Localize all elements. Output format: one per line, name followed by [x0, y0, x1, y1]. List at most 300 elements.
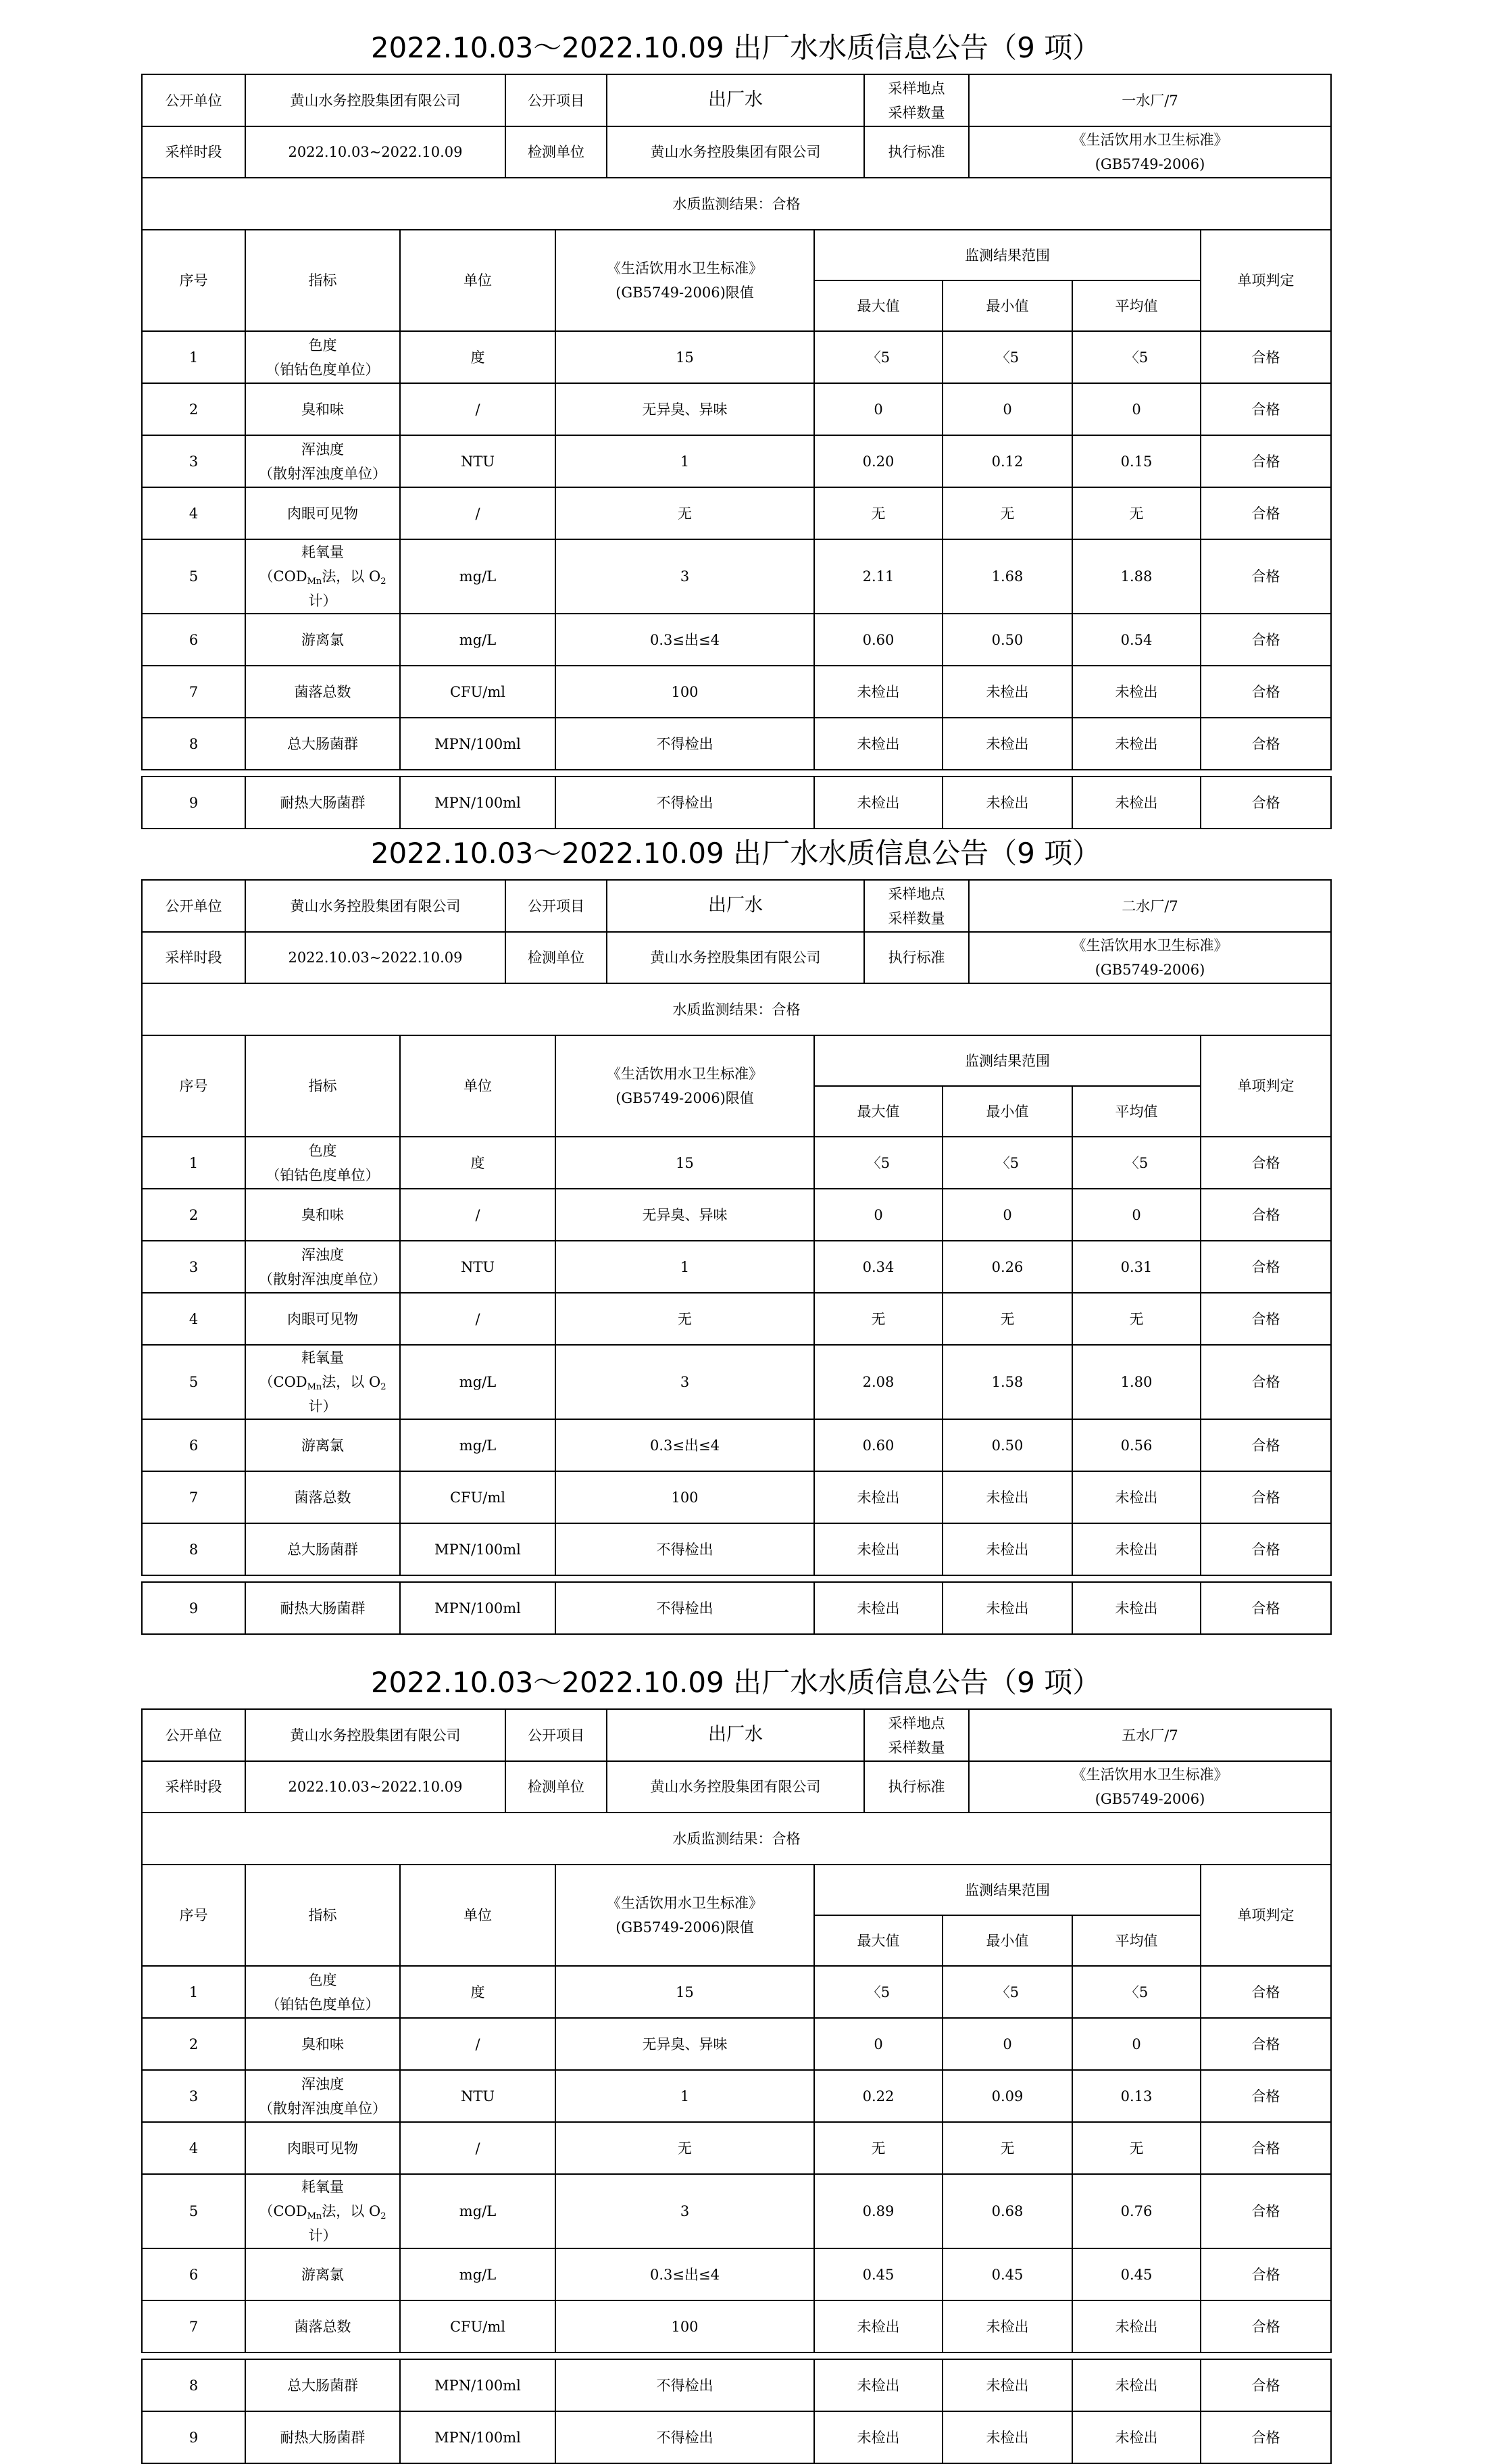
min-value: [943, 777, 1072, 829]
max-value: [814, 614, 943, 666]
publish-unit-label: [142, 1709, 245, 1761]
max-value: [814, 2174, 943, 2248]
value: CFU/ml: [449, 2318, 506, 2335]
value: MPN/100ml: [434, 735, 521, 752]
value: 未检出: [1115, 2377, 1158, 2394]
value: 〈5: [995, 1983, 1020, 2000]
value: 无: [1129, 1310, 1144, 1327]
results-table-continued: [141, 1581, 1332, 1635]
value: 黄山水务控股集团有限公司: [290, 1727, 461, 1744]
value: 9: [189, 794, 199, 811]
header: 平均值: [1115, 1932, 1158, 1949]
cod-text: （COD: [259, 1374, 307, 1390]
limit: [555, 487, 814, 539]
results-table: [141, 1035, 1332, 1576]
min-value: [943, 614, 1072, 666]
row-number: [142, 2300, 245, 2352]
min-value: [943, 383, 1072, 435]
verdict: [1201, 614, 1331, 666]
min-value: [943, 718, 1072, 770]
value: 1: [680, 2088, 690, 2104]
label: 采样地点: [888, 1715, 945, 1731]
max-value: [814, 331, 943, 383]
info-row: [142, 74, 1331, 126]
limit: [555, 614, 814, 666]
min-value: [943, 2411, 1072, 2463]
result-text: 水质监测结果：合格: [672, 195, 801, 212]
value: MPN/100ml: [434, 2429, 521, 2446]
verdict: [1201, 2018, 1331, 2070]
max-value: [814, 1471, 943, 1523]
value: 0: [1132, 401, 1141, 418]
indicator-name: 肉眼可见物: [287, 2140, 358, 2157]
test-unit-label: [505, 1761, 607, 1813]
header: 监测结果范围: [965, 247, 1051, 264]
value: 0.45: [1120, 2266, 1153, 2283]
header: 单项判定: [1237, 1907, 1295, 1923]
notice-table: [141, 74, 1330, 829]
unit: [400, 1471, 555, 1523]
value: MPN/100ml: [434, 1541, 521, 1558]
value: 未检出: [986, 735, 1029, 752]
unit: [400, 331, 555, 383]
avg-value: [1072, 1241, 1201, 1293]
min-value: [943, 435, 1072, 487]
value: 合格: [1251, 505, 1280, 522]
avg-value: [1072, 1137, 1201, 1189]
indicator: [245, 2411, 400, 2463]
label: 执行标准: [888, 1779, 945, 1795]
value: 黄山水务控股集团有限公司: [290, 897, 461, 914]
value: 15: [676, 1983, 694, 2000]
indicator: [245, 1966, 400, 2018]
sampling-site-label: [864, 74, 969, 126]
avg-value: [1072, 2070, 1201, 2122]
standard-label: [864, 1761, 969, 1813]
indicator-name: 肉眼可见物: [287, 1310, 358, 1327]
value: 0: [1132, 1206, 1141, 1223]
unit: [400, 718, 555, 770]
indicator-name: 臭和味: [301, 1206, 344, 1223]
header: (GB5749-2006)限值: [616, 1090, 754, 1106]
standard-value: [969, 932, 1331, 983]
result-text: 水质监测结果：合格: [672, 1001, 801, 1018]
label: 执行标准: [888, 950, 945, 966]
indicator: [245, 1189, 400, 1241]
results-table: [141, 1864, 1332, 2353]
label: 采样时段: [165, 1779, 222, 1795]
avg-value: [1072, 2359, 1201, 2411]
verdict: [1201, 331, 1331, 383]
limit: [555, 331, 814, 383]
publish-unit-value: [245, 880, 505, 932]
value: 1: [680, 1258, 690, 1275]
header: 指标: [308, 272, 337, 289]
indicator-name: 浑浊度: [301, 2075, 344, 2092]
label: 公开项目: [528, 897, 584, 914]
value: 0.3≤出≤4: [650, 2266, 720, 2283]
value: 度: [470, 349, 485, 366]
verdict: [1201, 487, 1331, 539]
header-max: [814, 1086, 943, 1137]
standard-label: [864, 932, 969, 983]
table-row: [142, 1966, 1331, 2018]
value: 合格: [1251, 349, 1280, 366]
value: mg/L: [459, 2266, 497, 2283]
row-number: [142, 2174, 245, 2248]
max-value: [814, 1293, 943, 1345]
row-number: [142, 2411, 245, 2463]
row-number: [142, 777, 245, 829]
header-avg: [1072, 280, 1201, 331]
max-value: [814, 487, 943, 539]
unit: [400, 1345, 555, 1419]
table-row: [142, 1345, 1331, 1419]
value: 2022.10.03~2022.10.09: [288, 1779, 463, 1795]
value: 合格: [1251, 1437, 1280, 1454]
value: 9: [189, 2429, 199, 2446]
header: 序号: [179, 272, 208, 289]
header-min: [943, 1915, 1072, 1966]
test-unit-value: [607, 126, 864, 178]
indicator: [245, 2122, 400, 2174]
value: 《生活饮用水卫生标准》: [1072, 937, 1228, 954]
value: 未检出: [986, 2377, 1029, 2394]
value: 6: [189, 1437, 199, 1454]
value: 5: [189, 2203, 199, 2219]
indicator: [245, 331, 400, 383]
value: 2022.10.03~2022.10.09: [288, 144, 463, 160]
value: 未检出: [1115, 2429, 1158, 2446]
value: 100: [671, 1489, 699, 1506]
cod-text: 计）: [308, 593, 337, 609]
verdict: [1201, 2411, 1331, 2463]
header-unit: [400, 230, 555, 331]
min-value: [943, 666, 1072, 718]
project-value: [607, 1709, 864, 1761]
cod-text: 计）: [308, 2227, 337, 2244]
value: 合格: [1251, 453, 1280, 470]
indicator-name: 耐热大肠菌群: [280, 1600, 366, 1617]
max-value: [814, 2070, 943, 2122]
min-value: [943, 1345, 1072, 1419]
value: 0.09: [991, 2088, 1024, 2104]
label: 采样地点: [888, 885, 945, 902]
value: 无: [1129, 505, 1144, 522]
value: 3: [680, 568, 690, 585]
value: 无: [678, 2140, 692, 2157]
value: 无: [678, 505, 692, 522]
indicator: [245, 718, 400, 770]
value: 2.11: [862, 568, 895, 585]
max-value: [814, 1189, 943, 1241]
project-value: [607, 880, 864, 932]
value: 0: [874, 401, 883, 418]
verdict: [1201, 666, 1331, 718]
max-value: [814, 1966, 943, 2018]
verdict: [1201, 539, 1331, 614]
indicator: [245, 2359, 400, 2411]
table-row: [142, 777, 1331, 829]
value: 未检出: [986, 794, 1029, 811]
unit: [400, 2174, 555, 2248]
value: MPN/100ml: [434, 794, 521, 811]
value: 未检出: [1115, 1600, 1158, 1617]
project-value: [607, 74, 864, 126]
value: 0: [1132, 2036, 1141, 2052]
unit: [400, 1241, 555, 1293]
limit: [555, 1293, 814, 1345]
max-value: [814, 1137, 943, 1189]
min-value: [943, 1241, 1072, 1293]
label: 检测单位: [528, 1779, 584, 1795]
value: 合格: [1251, 2429, 1280, 2446]
indicator-name: 臭和味: [301, 2036, 344, 2052]
min-value: [943, 2018, 1072, 2070]
limit: [555, 2174, 814, 2248]
table-row: [142, 718, 1331, 770]
value: 未检出: [986, 1541, 1029, 1558]
value: 未检出: [857, 735, 900, 752]
notice-title: 2022.10.03～2022.10.09 出厂水水质信息公告（9 项）: [370, 1666, 1101, 1699]
test-unit-label: [505, 932, 607, 983]
value: 合格: [1251, 568, 1280, 585]
max-value: [814, 2018, 943, 2070]
value: 未检出: [857, 2318, 900, 2335]
cod-text: 法，以 O: [322, 568, 381, 585]
sampling-period-value: [245, 126, 505, 178]
value: 0.12: [991, 453, 1024, 470]
avg-value: [1072, 1966, 1201, 2018]
value: 0.13: [1120, 2088, 1153, 2104]
row-number: [142, 1137, 245, 1189]
value: 合格: [1251, 1310, 1280, 1327]
value: 1.68: [991, 568, 1024, 585]
unit: [400, 2248, 555, 2300]
header-max: [814, 1915, 943, 1966]
value: 未检出: [986, 1600, 1029, 1617]
publish-unit-value: [245, 1709, 505, 1761]
avg-value: [1072, 2174, 1201, 2248]
header: 最大值: [857, 297, 900, 314]
table-row: [142, 2018, 1331, 2070]
value: 未检出: [986, 2429, 1029, 2446]
value: mg/L: [459, 2203, 497, 2219]
notice-title: 2022.10.03～2022.10.09 出厂水水质信息公告（9 项）: [370, 31, 1101, 64]
row-number: [142, 1966, 245, 2018]
standard-label: [864, 126, 969, 178]
label: 公开项目: [528, 92, 584, 109]
verdict: [1201, 2174, 1331, 2248]
unit: [400, 2122, 555, 2174]
indicator-name: 浑浊度: [301, 1246, 344, 1263]
verdict: [1201, 1293, 1331, 1345]
value: 未检出: [857, 2377, 900, 2394]
table-row: [142, 2248, 1331, 2300]
limit: [555, 718, 814, 770]
header: 单位: [463, 272, 492, 289]
avg-value: [1072, 718, 1201, 770]
header: 序号: [179, 1907, 208, 1923]
min-value: [943, 2070, 1072, 2122]
indicator-name: 色度: [308, 337, 337, 353]
value: 9: [189, 1600, 199, 1617]
unit: [400, 666, 555, 718]
min-value: [943, 487, 1072, 539]
avg-value: [1072, 2411, 1201, 2463]
indicator-name: 菌落总数: [294, 2318, 351, 2335]
indicator: [245, 1419, 400, 1471]
cod-text: 法，以 O: [322, 2203, 381, 2219]
verdict: [1201, 1189, 1331, 1241]
sampling-site-value: [969, 1709, 1331, 1761]
table-row: [142, 1293, 1331, 1345]
min-value: [943, 1966, 1072, 2018]
header-max: [814, 280, 943, 331]
indicator: [245, 666, 400, 718]
limit: [555, 1345, 814, 1419]
header: 《生活饮用水卫生标准》: [607, 1066, 763, 1082]
max-value: [814, 1523, 943, 1575]
indicator-name: 菌落总数: [294, 1489, 351, 1506]
unit: [400, 777, 555, 829]
notice-table: [141, 879, 1330, 1635]
verdict: [1201, 435, 1331, 487]
value: 未检出: [857, 1541, 900, 1558]
value: 0.20: [862, 453, 895, 470]
value: CFU/ml: [449, 683, 506, 700]
indicator: [245, 1471, 400, 1523]
value: 0: [1003, 401, 1012, 418]
value: 0.31: [1120, 1258, 1153, 1275]
value: 7: [189, 1489, 199, 1506]
header: (GB5749-2006)限值: [616, 1919, 754, 1936]
max-value: [814, 539, 943, 614]
value: 不得检出: [656, 735, 713, 752]
value: 合格: [1251, 735, 1280, 752]
value: 合格: [1251, 401, 1280, 418]
value: 合格: [1251, 2140, 1280, 2157]
test-unit-value: [607, 932, 864, 983]
max-value: [814, 666, 943, 718]
header-verdict: [1201, 230, 1331, 331]
value: 无: [1000, 505, 1015, 522]
results-table-continued: [141, 2359, 1332, 2464]
header: 指标: [308, 1078, 337, 1094]
result-row: [142, 178, 1331, 230]
value: 合格: [1251, 1983, 1280, 2000]
header: 最小值: [986, 1932, 1029, 1949]
value: 未检出: [857, 794, 900, 811]
value: 出厂水: [708, 89, 763, 110]
indicator: [245, 539, 400, 614]
row-number: [142, 1293, 245, 1345]
unit: [400, 487, 555, 539]
value: mg/L: [459, 1437, 497, 1454]
indicator-name: 总大肠菌群: [287, 735, 358, 752]
limit: [555, 1582, 814, 1634]
indicator: [245, 435, 400, 487]
sampling-period-label: [142, 126, 245, 178]
value: 黄山水务控股集团有限公司: [650, 1779, 821, 1795]
value: 6: [189, 631, 199, 648]
value: 合格: [1251, 631, 1280, 648]
indicator-name: 耗氧量: [301, 1350, 344, 1366]
indicator: [245, 1345, 400, 1419]
avg-value: [1072, 2018, 1201, 2070]
indicator: [245, 2248, 400, 2300]
value: 合格: [1251, 2088, 1280, 2104]
value: 不得检出: [656, 794, 713, 811]
table-row: [142, 614, 1331, 666]
limit: [555, 2122, 814, 2174]
header-no: [142, 1035, 245, 1137]
label: 采样数量: [888, 104, 945, 121]
verdict: [1201, 1345, 1331, 1419]
value: 3: [680, 1374, 690, 1390]
header: (GB5749-2006)限值: [616, 285, 754, 301]
publish-unit-label: [142, 74, 245, 126]
table-row: [142, 1241, 1331, 1293]
test-unit-value: [607, 1761, 864, 1813]
header: 指标: [308, 1907, 337, 1923]
cod-text: 计）: [308, 1398, 337, 1414]
value: 无: [871, 505, 886, 522]
o2-sub: 2: [380, 2211, 386, 2221]
indicator-name: 耗氧量: [301, 544, 344, 560]
label: 检测单位: [528, 144, 584, 160]
avg-value: [1072, 666, 1201, 718]
value: 合格: [1251, 2377, 1280, 2394]
value: 〈5: [1124, 349, 1149, 366]
label: 公开单位: [165, 1727, 222, 1744]
limit: [555, 435, 814, 487]
o2-sub: 2: [380, 1382, 386, 1392]
table-row: [142, 383, 1331, 435]
results-table: [141, 229, 1332, 770]
avg-value: [1072, 383, 1201, 435]
value: 0.60: [862, 1437, 895, 1454]
verdict: [1201, 2248, 1331, 2300]
row-number: [142, 1189, 245, 1241]
cod-sub: Mn: [307, 2211, 322, 2221]
value: 无: [1000, 2140, 1015, 2157]
indicator-name: 肉眼可见物: [287, 505, 358, 522]
value: 度: [470, 1154, 485, 1171]
value: 五水厂/7: [1122, 1727, 1178, 1744]
verdict: [1201, 1471, 1331, 1523]
value: 1: [680, 453, 690, 470]
indicator: [245, 2174, 400, 2248]
value: 度: [470, 1983, 485, 2000]
standard-value: [969, 126, 1331, 178]
publish-unit-label: [142, 880, 245, 932]
table-row: [142, 2411, 1331, 2463]
value: 〈5: [866, 349, 891, 366]
row-number: [142, 2359, 245, 2411]
avg-value: [1072, 2122, 1201, 2174]
header-verdict: [1201, 1865, 1331, 1966]
value: 0.50: [991, 1437, 1024, 1454]
cod-sub: Mn: [307, 576, 322, 587]
value: 0.3≤出≤4: [650, 631, 720, 648]
sampling-period-label: [142, 932, 245, 983]
value: 0.45: [991, 2266, 1024, 2283]
value: 合格: [1251, 2036, 1280, 2052]
standard-value: [969, 1761, 1331, 1813]
sampling-site-value: [969, 880, 1331, 932]
label: 公开单位: [165, 92, 222, 109]
